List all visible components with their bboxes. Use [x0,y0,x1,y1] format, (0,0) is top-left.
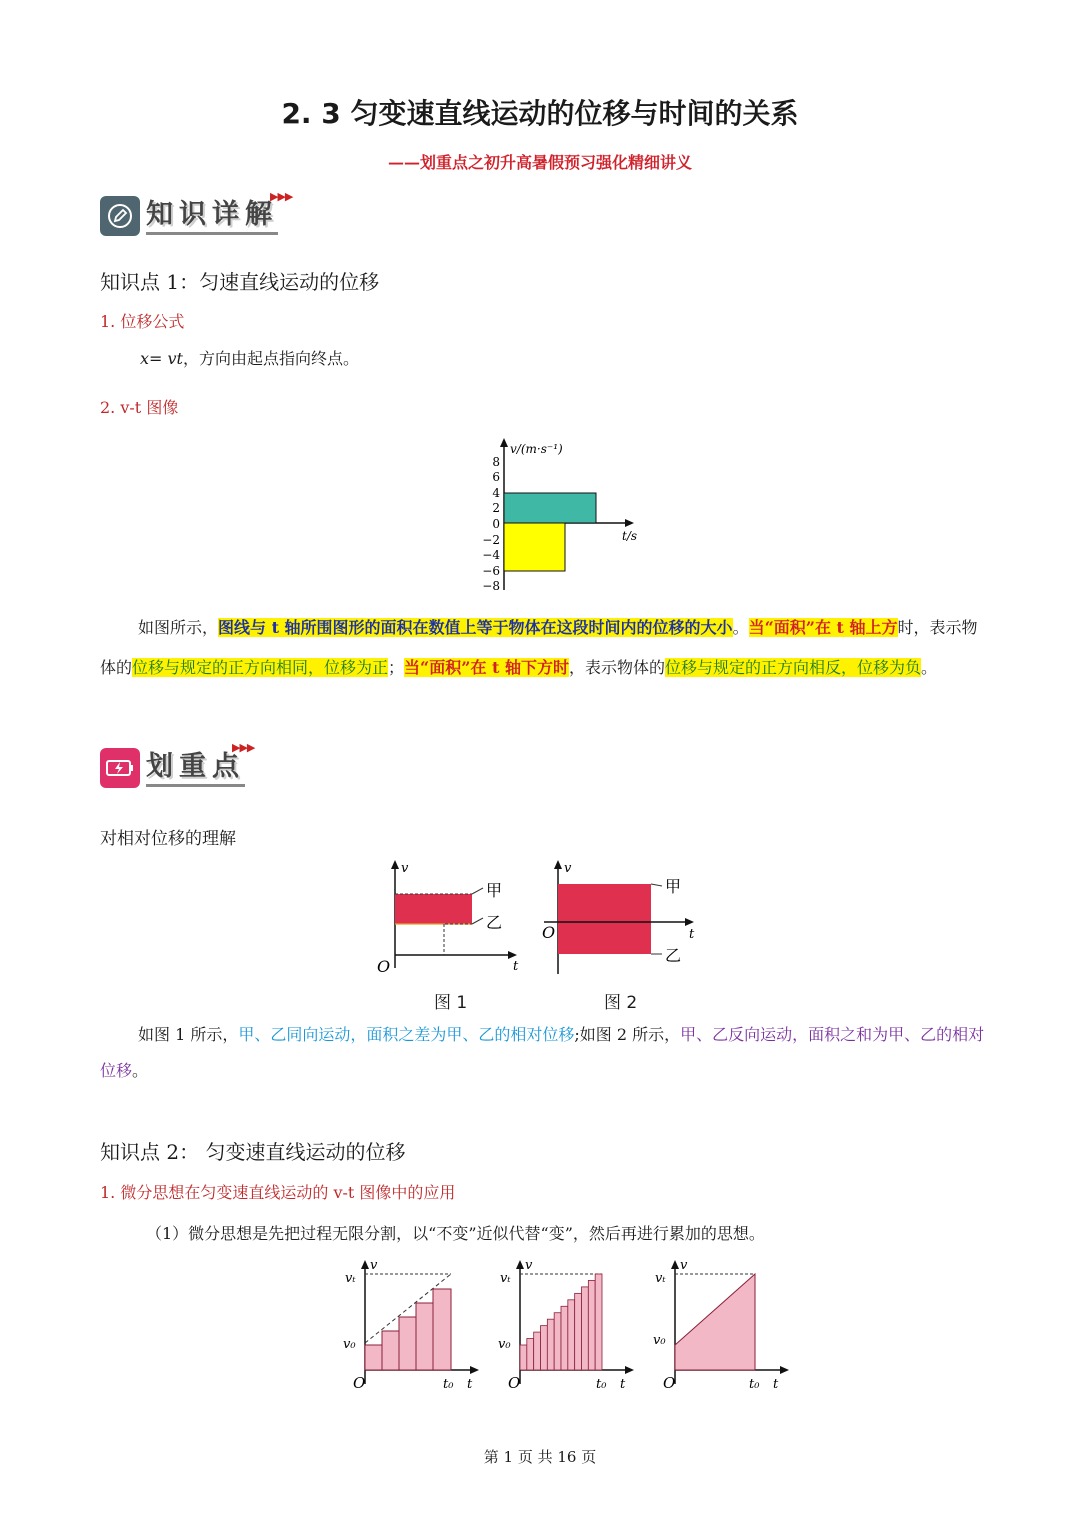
triple-arrow-icon: ▶▶▶ [270,190,293,203]
leader-line [651,884,662,886]
origin-label: O [377,957,391,976]
badge-label: 知识详解 [146,198,278,235]
highlight: 位移与规定的正方向相同，位移为正 [132,658,389,677]
vt-graph [470,436,650,596]
step-bar [568,1300,575,1370]
yi-label: 乙 [486,913,503,932]
highlight: 当“面积”在 t 轴下方时 [404,658,569,677]
area-sum [558,884,651,954]
step-bar [382,1331,399,1370]
step-bar [416,1303,433,1370]
step-bar [534,1332,541,1370]
t0-label: t₀ [749,1377,760,1392]
y-axis-arrow [554,860,562,869]
text: 如图 1 所示， [138,1025,239,1044]
v-label: v [370,1258,378,1273]
x-axis-arrow [780,1366,789,1374]
highlight: 图线与 t 轴所围图形的面积在数值上等于物体在这段时间内的位移的大小 [218,618,733,637]
relative-fig-2 [538,856,703,976]
kp1-sub2-title: 2. v-t 图像 [100,398,179,417]
y-tick: 0 [492,517,500,531]
formula-line [140,346,359,369]
v-label: v [680,1258,688,1273]
step-bar [561,1306,568,1370]
y-axis-label: v/(m·s⁻¹) [510,442,563,456]
leader-line [472,888,483,894]
origin-label: O [663,1374,676,1392]
step-bar [433,1289,451,1370]
jia-label: 甲 [665,877,682,896]
t-label: t [689,927,695,942]
step-bar [365,1345,382,1370]
step-bar [547,1319,554,1370]
y-tick: 8 [492,455,500,469]
section-badge-key-points [100,748,245,788]
section-badge-knowledge [100,196,278,236]
v0-label: v₀ [653,1333,666,1348]
battery-icon [100,748,140,788]
formula-desc: ，方向由起点指向终点。 [182,349,359,368]
vt-label: vₜ [500,1271,511,1286]
step-bar [575,1293,582,1370]
origin-label: O [508,1374,521,1392]
text: ； [388,658,405,677]
leader-line [472,918,483,924]
y-axis-arrow [516,1260,524,1269]
formula-expr: x= vt [140,349,183,368]
badge-label: 划重点 [146,750,245,787]
step-bar [527,1339,534,1370]
kp1-paragraph [100,608,990,688]
page-subtitle: ——划重点之初升高暑假预习强化精细讲义 [387,153,692,172]
text: ，表示物体的 [569,658,666,677]
y-tick: −2 [482,533,500,547]
y-tick: 4 [492,486,500,500]
y-axis-arrow [500,438,508,447]
t0-label: t₀ [596,1377,607,1392]
x-axis-label: t/s [622,529,638,543]
text: 时，表示物体的 [100,618,978,677]
v-label: v [564,861,572,876]
x-axis-arrow [685,918,694,926]
trapezoid-area [675,1274,755,1370]
x-axis-arrow [625,519,634,527]
micro-graph-continuous [645,1256,795,1396]
pencil-icon [100,196,140,236]
kp1-heading: 知识点 1：匀速直线运动的位移 [100,270,380,294]
kp2-sub1-title: 1. 微分思想在匀变速直线运动的 v-t 图像中的应用 [100,1183,456,1202]
y-tick: 6 [492,470,500,484]
y-axis-arrow [671,1260,679,1269]
step-bar [595,1274,602,1370]
yi-label: 乙 [665,946,682,965]
area-negative [504,523,565,571]
text: 。 [921,658,938,677]
vt-label: vₜ [345,1271,356,1286]
x-axis-arrow [625,1366,634,1374]
area-positive [504,493,596,523]
text: 如图所示， [138,618,219,637]
x-axis-arrow [508,951,517,959]
page-footer: 第 1 页 共 16 页 [483,1448,597,1466]
text: ;如图 2 所示， [574,1025,681,1044]
step-bar [582,1287,589,1370]
y-tick: 2 [492,501,500,515]
key-paragraph [100,1017,990,1089]
y-tick: −6 [482,564,500,578]
t-label: t [513,959,519,974]
t-label: t [467,1377,473,1392]
step-bar [554,1313,561,1370]
key-heading: 对相对位移的理解 [100,829,236,849]
v0-label: v₀ [498,1337,511,1352]
text: 。 [732,618,749,637]
highlight: 当“面积”在 t 轴上方 [748,618,898,637]
t-label: t [620,1377,626,1392]
t-label: t [773,1377,779,1392]
origin-label: O [542,923,556,942]
v-label: v [525,1258,533,1273]
fig2-caption: 图 2 [604,993,638,1013]
page-title: 2. 3 匀变速直线运动的位移与时间的关系 [281,97,799,130]
micro-graph-fine [490,1256,640,1396]
colored-text: 甲、乙同向运动，面积之差为甲、乙的相对位移 [238,1025,575,1044]
fig1-caption: 图 1 [434,993,468,1013]
v0-label: v₀ [343,1337,356,1352]
colored-text: 甲、乙反向运动，面积之和为甲、乙的相对位移 [100,1025,985,1080]
t0-label: t₀ [443,1377,454,1392]
kp1-sub1-title: 1. 位移公式 [100,312,185,331]
step-bar [399,1317,416,1370]
origin-label: O [353,1374,366,1392]
kp2-item1: （1）微分思想是先把过程无限分割，以“不变”近似代替“变”，然后再进行累加的思想。 [146,1224,765,1243]
kp2-heading: 知识点 2： 匀变速直线运动的位移 [100,1140,406,1164]
step-bar [541,1326,548,1370]
area-difference [395,894,472,924]
step-bar [520,1345,527,1370]
triple-arrow-icon: ▶▶▶ [232,741,255,754]
relative-fig-1 [375,856,525,976]
y-axis-arrow [391,860,399,869]
highlight: 位移与规定的正方向相反，位移为负 [665,658,922,677]
x-axis-arrow [470,1366,479,1374]
micro-graph-coarse [335,1256,485,1396]
y-tick: −8 [482,579,500,593]
step-bar [588,1280,595,1370]
y-tick: −4 [482,548,500,562]
y-axis-arrow [361,1260,369,1269]
vt-label: vₜ [655,1271,666,1286]
v-label: v [401,861,409,876]
text: 。 [132,1061,149,1080]
jia-label: 甲 [486,881,503,900]
